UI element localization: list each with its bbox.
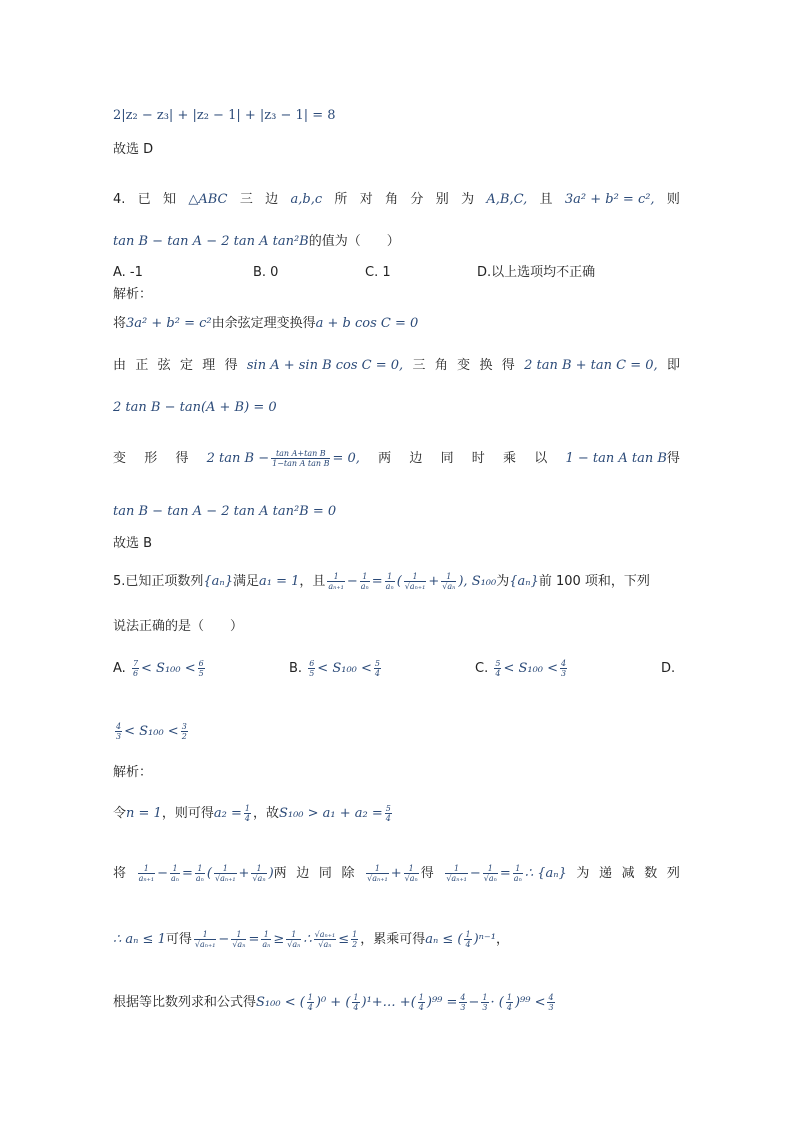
q4-step-4-char: 以: [534, 451, 548, 466]
step-math: =: [248, 932, 260, 947]
fraction-denominator: √aₙ₊₁: [367, 874, 388, 883]
q5-math: a₁ = 1: [258, 574, 300, 589]
fraction-numerator: 5: [495, 659, 501, 668]
q5-stem-text: 为: [496, 574, 510, 589]
fraction: [481, 993, 488, 1012]
step-math: ∴ {aₙ}: [524, 866, 567, 881]
fraction-denominator: √aₙ₊₁: [404, 582, 426, 591]
step-text: 可得: [165, 932, 192, 947]
q4-step-4-math: 2 tan B −: [206, 451, 270, 466]
q4-option-c: C. 1: [365, 265, 391, 280]
q4-step-2-char: 理: [202, 358, 216, 373]
q4-char: 知: [163, 192, 177, 207]
fraction-denominator: 4: [307, 1003, 313, 1012]
q4-question-suffix: 的值为（ ）: [308, 234, 400, 249]
q4-stem-line-2: [113, 232, 400, 252]
fraction-denominator: aₙ₊₁: [138, 874, 155, 883]
step-char: 同: [318, 866, 332, 881]
fraction: [244, 804, 251, 823]
fraction-numerator: 1: [261, 930, 271, 940]
fraction-denominator: 5: [309, 669, 315, 678]
q4-step-4-char: 时: [471, 451, 485, 466]
fraction-numerator: 1: [194, 930, 217, 940]
q4-char: 为: [461, 192, 475, 207]
q4-step-4-math: = 0,: [332, 451, 360, 466]
step-math: · (: [490, 995, 504, 1010]
step-math: )⁰ + (: [315, 995, 351, 1010]
q4-step-4-char: 同: [440, 451, 454, 466]
fraction-numerator: 1: [244, 804, 250, 813]
q5-step-4: [113, 993, 557, 1013]
option-math: < S₁₀₀ <: [317, 661, 372, 676]
step-math: )⁹⁹ <: [514, 995, 546, 1010]
step-text: ，: [495, 932, 509, 947]
fraction: [360, 572, 370, 591]
fraction: [198, 659, 205, 678]
fraction-denominator: √aₙ₊₁: [215, 874, 236, 883]
q4-char: 三: [239, 192, 253, 207]
fraction: [231, 930, 246, 949]
q5-math: S₁₀₀: [471, 574, 497, 589]
q4-condition: 3a² + b² = c²,: [564, 192, 655, 207]
q5-stem-text: 满足: [232, 574, 259, 589]
q4-sides: a,b,c: [290, 192, 323, 207]
fraction-denominator: aₙ: [195, 874, 204, 883]
fraction-denominator: √aₙ: [442, 582, 456, 591]
fraction-numerator: 1: [513, 864, 523, 874]
option-label: A.: [113, 661, 126, 676]
fraction-numerator: 1: [353, 993, 359, 1002]
fraction: [385, 804, 392, 823]
step-math: )¹+… +(: [361, 995, 416, 1010]
q4-option-b: B. 0: [253, 265, 279, 280]
q4-char: 别: [435, 192, 449, 207]
fraction-numerator: 1: [418, 993, 424, 1002]
q5-option-b: [289, 659, 383, 679]
fraction: [132, 659, 139, 678]
q5-math: {aₙ}: [203, 574, 233, 589]
fraction-denominator: 5: [198, 669, 204, 678]
q5-stem-line: [113, 572, 650, 592]
step-math: −: [469, 866, 481, 881]
fraction-numerator: 7: [132, 659, 139, 668]
step-math: n = 1: [126, 806, 162, 821]
fraction: [547, 993, 554, 1012]
step-equation: [364, 864, 434, 884]
step-math: ≥: [273, 932, 285, 947]
fraction-denominator: 4: [374, 669, 380, 678]
fraction-numerator: 1: [286, 930, 301, 940]
fraction-numerator: √aₙ₊₁: [314, 930, 336, 939]
fraction-numerator: 4: [116, 722, 122, 731]
fraction-numerator: 1: [251, 864, 266, 874]
fraction-denominator: √aₙ: [404, 874, 418, 883]
fraction-numerator: 6: [198, 659, 204, 668]
fraction: [366, 864, 389, 883]
fraction-denominator: 4: [506, 1003, 512, 1012]
fraction-numerator: 1: [404, 572, 427, 582]
q4-char: 已: [137, 192, 151, 207]
q5-stem-text: ，且: [299, 574, 326, 589]
q4-step-4-char: 得: [666, 451, 680, 466]
fraction-numerator: 1: [307, 993, 313, 1002]
fraction-denominator: aₙ₊₁: [328, 582, 344, 591]
fraction-denominator: 4: [244, 814, 250, 823]
fraction: [261, 930, 271, 949]
fraction-numerator: 1: [195, 864, 205, 874]
option-math: < S₁₀₀ <: [503, 661, 559, 676]
fraction-denominator: 2: [181, 732, 187, 741]
q5-math: (: [396, 574, 402, 589]
fraction: [464, 930, 471, 949]
fraction: [483, 864, 498, 883]
step-text: 令: [113, 806, 127, 821]
fraction-denominator: √aₙ: [318, 940, 332, 949]
q4-step-2-char: 正: [135, 358, 149, 373]
fraction-denominator: 4: [418, 1003, 424, 1012]
q4-step-2-math: 2 tan B + tan C = 0,: [524, 358, 658, 373]
q4-number: 4.: [113, 192, 126, 207]
q5-math: =: [371, 574, 383, 589]
q4-step-4-char: 变: [113, 451, 127, 466]
q4-char: 对: [359, 192, 373, 207]
q4-char: 所: [334, 192, 348, 207]
q4-char: 且: [539, 192, 553, 207]
option-label: B.: [289, 661, 303, 676]
fraction-denominator: 3: [460, 1003, 466, 1012]
fraction-numerator: tan A+tan B: [271, 449, 330, 459]
q4-step-2-char: 定: [179, 358, 193, 373]
step-text: 根据等比数列求和公式得: [113, 995, 257, 1010]
step-text: ，累乘可得: [360, 932, 426, 947]
q5-option-c: [475, 659, 569, 679]
fraction-numerator: 1: [327, 572, 344, 582]
step-char: 减: [621, 866, 635, 881]
step-math: −: [468, 995, 480, 1010]
fraction-numerator: 1: [465, 930, 471, 939]
fraction-denominator: √aₙ: [483, 874, 497, 883]
fraction: [308, 659, 315, 678]
fraction: [404, 572, 427, 591]
step-math: =: [182, 866, 193, 881]
fraction-denominator: aₙ: [170, 874, 179, 883]
fraction-numerator: 6: [309, 659, 315, 668]
q4-step-2-char: 变: [457, 358, 471, 373]
fraction: [494, 659, 501, 678]
fraction-denominator: √aₙ₊₁: [446, 874, 467, 883]
q4-step-4-char: 得: [175, 451, 189, 466]
q5-step-1: [113, 804, 394, 824]
fraction-denominator: 6: [132, 669, 139, 678]
step-char: 为: [576, 866, 590, 881]
fraction-numerator: 4: [460, 993, 466, 1002]
fraction: [459, 993, 466, 1012]
q4-expression: tan B − tan A − 2 tan A tan²B: [113, 234, 309, 249]
q5-analysis-label: 解析：: [113, 765, 153, 780]
q5-stem-text: 前 100 项和，下列: [538, 574, 650, 589]
fraction: [251, 864, 266, 883]
fraction: [327, 572, 344, 591]
step-char: 边: [296, 866, 310, 881]
fraction: [351, 930, 358, 949]
q5-step-2: [113, 864, 680, 884]
step-char: 得: [420, 866, 434, 881]
q4-triangle: △ABC: [188, 192, 228, 207]
step-math: (: [206, 866, 212, 881]
q5-stem-text: 5.已知正项数列: [113, 574, 204, 589]
fraction: [138, 864, 155, 883]
q4-step-2-math: sin A + sin B cos C = 0,: [246, 358, 404, 373]
fraction-denominator: 4: [353, 1003, 359, 1012]
step-char: 列: [666, 866, 680, 881]
fraction: [506, 993, 513, 1012]
q4-step-4-char: 边: [409, 451, 423, 466]
fraction-denominator: √aₙ: [252, 874, 266, 883]
step-text: ，则可得: [161, 806, 214, 821]
step-math: aₙ ≤ (: [425, 932, 463, 947]
fraction-denominator: aₙ: [360, 582, 369, 591]
fraction-denominator: aₙ: [262, 940, 271, 949]
fraction: [513, 864, 523, 883]
fraction: [170, 864, 180, 883]
q4-option-a: A. -1: [113, 265, 143, 280]
q5-option-d-label: D.: [661, 661, 676, 676]
step-math: )⁹⁹ =: [426, 995, 458, 1010]
q4-option-d: D.以上选项均不正确: [477, 265, 596, 280]
fraction-denominator: √aₙ: [287, 940, 301, 949]
fraction: [214, 864, 237, 883]
fraction-denominator: 3: [116, 732, 122, 741]
step-char: 两: [273, 866, 287, 881]
fraction: [307, 993, 314, 1012]
fraction-numerator: 1: [441, 572, 456, 582]
step-char: 将: [113, 866, 127, 881]
q4-step-4-math: 1 − tan A tan B: [565, 451, 667, 466]
fraction-denominator: 4: [465, 940, 471, 949]
q4-step-1-text: 由余弦定理变换得: [211, 316, 316, 331]
fraction: [181, 722, 188, 741]
step-math: S₁₀₀ < (: [256, 995, 305, 1010]
fraction-numerator: 4: [561, 659, 567, 668]
step-math: ≤: [338, 932, 350, 947]
fraction-numerator: 1: [385, 572, 395, 582]
q4-stem-line: [113, 190, 680, 210]
q4-step-1-math: 3a² + b² = c²: [126, 316, 212, 331]
q4-step-4-char: 乘: [503, 451, 517, 466]
q4-answer: 故选 B: [113, 536, 153, 551]
fraction-numerator: 1: [214, 864, 237, 874]
q4-step-2: [113, 356, 680, 376]
q5-math: −: [346, 574, 358, 589]
fraction: [115, 722, 122, 741]
step-math: +: [238, 866, 250, 881]
fraction: [195, 864, 205, 883]
fraction: [441, 572, 456, 591]
fraction: [560, 659, 567, 678]
equation-line-1: 2|z₂ − z₃| + |z₂ − 1| + |z₃ − 1| = 8: [113, 108, 336, 123]
fraction-numerator: 1: [482, 993, 488, 1002]
q4-step-2-char: 由: [113, 358, 127, 373]
fraction: [352, 993, 359, 1012]
step-math: +: [390, 866, 402, 881]
q4-angles: A,B,C,: [486, 192, 528, 207]
fraction-denominator: aₙ: [513, 874, 522, 883]
fraction-denominator: 3: [482, 1003, 488, 1012]
fraction-denominator: 1−tan A tan B: [272, 459, 330, 468]
fraction-numerator: 1: [445, 864, 468, 874]
step-equation: [443, 864, 566, 884]
step-math: ∴: [303, 932, 312, 947]
q4-step-2-char: 即: [666, 358, 680, 373]
fraction-numerator: 1: [231, 930, 246, 940]
q4-step-1-text: 将: [113, 316, 127, 331]
step-math: −: [157, 866, 168, 881]
q4-step-2-char: 得: [501, 358, 515, 373]
step-equation: [136, 864, 287, 884]
q4-step-4: [113, 449, 680, 469]
answer-q3: 故选 D: [113, 142, 154, 157]
q5-math: +: [428, 574, 440, 589]
fraction: [418, 993, 425, 1012]
fraction: [194, 930, 217, 949]
option-math: < S₁₀₀ <: [124, 724, 179, 739]
fraction-numerator: 5: [374, 659, 380, 668]
fraction-numerator: 1: [352, 930, 358, 939]
step-math: S₁₀₀ > a₁ + a₂ =: [278, 806, 383, 821]
step-math: a₂ =: [213, 806, 242, 821]
fraction-denominator: 4: [385, 814, 391, 823]
fraction-numerator: 1: [404, 864, 419, 874]
q4-analysis-label: 解析：: [113, 287, 153, 302]
q4-step-2-char: 换: [479, 358, 493, 373]
step-math: ): [268, 866, 274, 881]
fraction-numerator: 1: [506, 993, 512, 1002]
q4-char: 则: [666, 192, 680, 207]
fraction-denominator: 2: [352, 940, 358, 949]
q4-step-4-equation: [207, 449, 360, 469]
fraction-numerator: 1: [483, 864, 498, 874]
fraction-numerator: 3: [181, 722, 187, 731]
q5-step-3: [113, 930, 509, 950]
q4-step-4-char: 两: [378, 451, 392, 466]
fraction: [286, 930, 301, 949]
q4-char: 边: [265, 192, 279, 207]
step-text: ，故: [252, 806, 279, 821]
option-label: C.: [475, 661, 489, 676]
q5-option-d: [113, 722, 190, 742]
q4-step-2-char: 角: [434, 358, 448, 373]
q4-step-2-char: 得: [224, 358, 238, 373]
fraction-numerator: 1: [138, 864, 155, 874]
q5-math: {aₙ}: [509, 574, 539, 589]
step-math: −: [218, 932, 230, 947]
step-math: ∴ aₙ ≤ 1: [113, 932, 166, 947]
fraction-numerator: 1: [170, 864, 180, 874]
fraction: [271, 449, 330, 468]
step-math: )ⁿ⁻¹: [473, 932, 496, 947]
fraction-numerator: 1: [360, 572, 370, 582]
q5-stem-line-2: 说法正确的是（ ）: [113, 619, 244, 634]
fraction: [314, 930, 337, 949]
fraction-numerator: 1: [366, 864, 389, 874]
fraction-denominator: 4: [495, 669, 501, 678]
q4-step-1: [113, 314, 418, 334]
q4-step-4-char: 形: [144, 451, 158, 466]
q4-step-2-char: 三: [412, 358, 426, 373]
fraction: [374, 659, 381, 678]
step-char: 除: [341, 866, 355, 881]
q4-char: 角: [385, 192, 399, 207]
fraction-denominator: 3: [548, 1003, 554, 1012]
step-char: 递: [599, 866, 613, 881]
option-math: < S₁₀₀ <: [141, 661, 196, 676]
step-math: =: [499, 866, 511, 881]
q5-option-a: [113, 659, 207, 679]
q4-step-2-char: 弦: [157, 358, 171, 373]
q5-math: ),: [458, 574, 468, 589]
fraction-denominator: √aₙ: [232, 940, 246, 949]
q4-step-3: 2 tan B − tan(A + B) = 0: [113, 400, 277, 415]
q4-step-5: tan B − tan A − 2 tan A tan²B = 0: [113, 504, 337, 519]
fraction: [445, 864, 468, 883]
q4-char: 分: [410, 192, 424, 207]
fraction: [385, 572, 395, 591]
fraction-denominator: aₙ: [385, 582, 394, 591]
q4-step-1-math: a + b cos C = 0: [315, 316, 419, 331]
fraction-numerator: 5: [385, 804, 391, 813]
fraction-denominator: 3: [561, 669, 567, 678]
fraction: [404, 864, 419, 883]
step-char: 数: [644, 866, 658, 881]
fraction-numerator: 4: [548, 993, 554, 1002]
fraction-denominator: √aₙ₊₁: [194, 940, 216, 949]
